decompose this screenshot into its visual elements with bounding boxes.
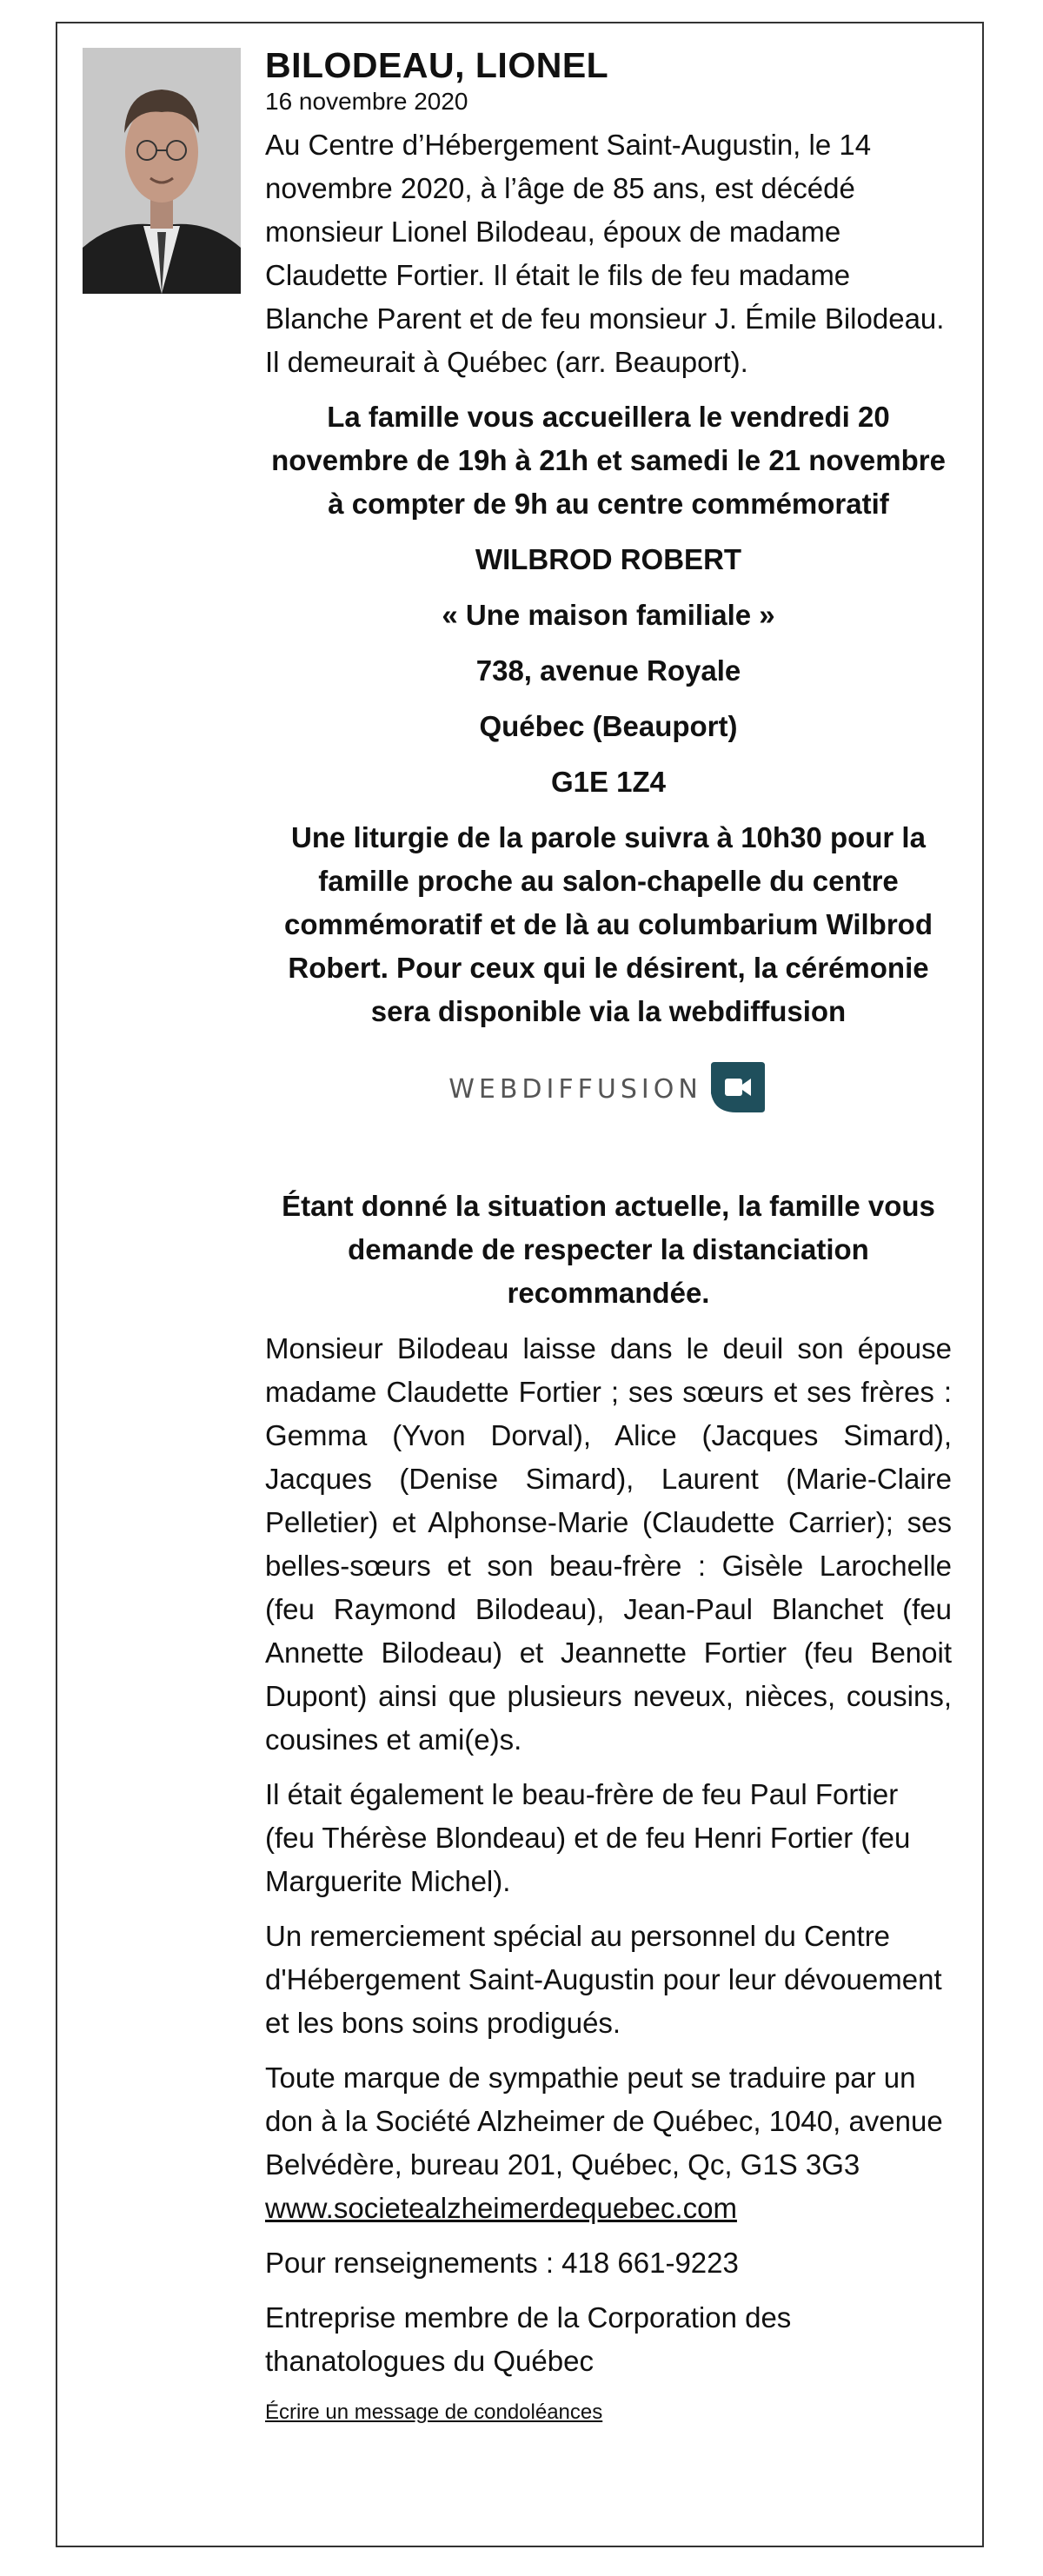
contact-info: Pour renseignements : 418 661-9223 xyxy=(265,2247,739,2279)
membership-paragraph: Entreprise membre de la Corporation des thanatologues du Québec xyxy=(265,2301,792,2377)
condolences-link[interactable]: Écrire un message de condoléances xyxy=(265,2400,603,2424)
funeral-home-postal: G1E 1Z4 xyxy=(550,766,667,798)
thanks-paragraph: Un remerciement spécial au personnel du Centre d'Hébergement Saint-Augustin pour leur dévouement et les bons soins prodigués. xyxy=(265,1920,942,2039)
donation-paragraph xyxy=(265,2056,952,2230)
webdiffusion-label: WEBDIFFUSION xyxy=(448,1073,702,1105)
funeral-home-street: 738, avenue Royale xyxy=(475,654,741,687)
donation-link[interactable]: www.societealzheimerdequebec.com xyxy=(265,2192,737,2224)
funeral-home-name: WILBROD ROBERT xyxy=(475,543,742,575)
donation-text: Toute marque de sympathie peut se traduire par un don à la Société Alzheimer de Québec, 1040, avenue Belvédère, bureau 201, Québec, Qc, G1S 3G3 xyxy=(265,2061,943,2181)
distancing-notice: Étant donné la situation actuelle, la famille vous demande de respecter la distanciation recommandée. xyxy=(282,1190,935,1309)
portrait-photo xyxy=(83,48,241,294)
survivors-paragraph: Monsieur Bilodeau laisse dans le deuil son épouse madame Claudette Fortier ; ses sœurs et ses frères : Gemma (Yvon Dorval), Alice (Jacques Simard), Jacques (Denise Simard), Laurent (Marie-Claire Pelletier) et Alphonse-Marie (Claudette Carrier); ses belles-sœurs et son beau-frère : Gisèle Larochelle (feu Raymond Bilodeau), Jean-Paul Blanchet (feu Annette Bilodeau) et Jeannette Fortier (feu Benoit Dupont) ainsi que plusieurs neveux, nièces, cousins, cousines et ami(e)s. xyxy=(265,1332,952,1756)
video-camera-icon xyxy=(708,1059,768,1120)
deceased-name: BILODEAU, LIONEL xyxy=(265,45,609,85)
webdiffusion-logo[interactable] xyxy=(265,1058,952,1120)
funeral-home-city: Québec (Beauport) xyxy=(479,710,738,742)
brother-in-law-paragraph: Il était également le beau-frère de feu Paul Fortier (feu Thérèse Blondeau) et de feu Henri Fortier (feu Marguerite Michel). xyxy=(265,1778,911,1897)
visitation-info: La famille vous accueillera le vendredi 20 novembre de 19h à 21h et samedi le 21 novembre à compter de 9h au centre commémoratif xyxy=(271,401,946,520)
funeral-home-tagline: « Une maison familiale » xyxy=(442,599,775,631)
liturgy-info: Une liturgie de la parole suivra à 10h30 pour la famille proche au salon-chapelle du centre commémoratif et de là au columbarium Wilbrod Robert. Pour ceux qui le désirent, la cérémonie sera disponible via la webdiffusion xyxy=(284,821,933,1027)
intro-paragraph: Au Centre d’Hébergement Saint-Augustin, le 14 novembre 2020, à l’âge de 85 ans, est décédé monsieur Lionel Bilodeau, époux de madame Claudette Fortier. Il était le fils de feu madame Blanche Parent et de feu monsieur J. Émile Bilodeau. Il demeurait à Québec (arr. Beauport). xyxy=(265,129,945,378)
publication-date: 16 novembre 2020 xyxy=(265,88,468,115)
obituary-content xyxy=(265,43,952,2426)
